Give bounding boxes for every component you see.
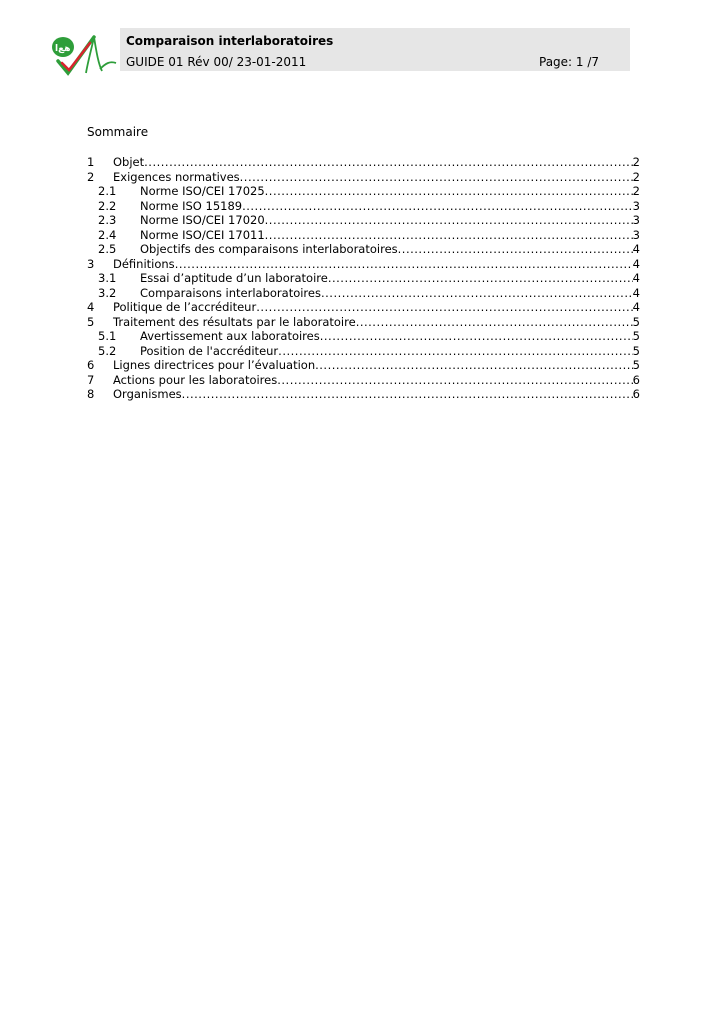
toc-entry[interactable] — [87, 199, 640, 214]
toc-entry-number: 2.5 — [98, 242, 117, 256]
toc-entry[interactable] — [87, 155, 640, 170]
toc-dot-leader — [320, 329, 633, 344]
toc-entry[interactable] — [87, 387, 640, 402]
toc-entry[interactable] — [87, 373, 640, 388]
toc-entry-page: 5 — [632, 358, 640, 372]
toc-entry-page: 4 — [632, 285, 640, 300]
toc-entry-title: Essai d’aptitude d’un laboratoire — [140, 271, 328, 285]
toc-dot-leader — [265, 213, 633, 228]
toc-entry-title: Norme ISO 15189 — [140, 198, 243, 213]
toc-dot-leader — [265, 228, 633, 243]
document-header — [120, 28, 630, 71]
toc-dot-leader — [144, 155, 633, 170]
toc-entry-title: Exigences normatives — [113, 169, 240, 184]
toc-entry-title: Organismes — [113, 387, 182, 401]
toc-entry-page: 2 — [632, 184, 640, 198]
toc-dot-leader — [315, 358, 633, 373]
toc-entry[interactable] — [87, 257, 640, 272]
document-reference: GUIDE 01 Rév 00/ 23-01-2011 — [126, 55, 307, 69]
toc-entry[interactable] — [87, 213, 640, 228]
toc-entry-number: 4 — [87, 300, 95, 314]
toc-entry-page: 5 — [632, 343, 640, 358]
toc-dot-leader — [265, 184, 633, 199]
toc-entry-title: Avertissement aux laboratoires — [140, 329, 320, 343]
table-of-contents-title: Sommaire — [87, 125, 149, 139]
toc-entry[interactable] — [87, 315, 640, 330]
toc-entry-title: Objet — [113, 155, 145, 169]
toc-entry-number: 2.1 — [98, 184, 117, 198]
toc-entry-page: 3 — [632, 213, 640, 227]
toc-dot-leader — [328, 271, 633, 286]
toc-entry[interactable] — [87, 358, 640, 373]
toc-entry-page: 2 — [632, 169, 640, 184]
toc-entry-page: 6 — [632, 387, 640, 401]
toc-entry-page: 4 — [632, 242, 640, 256]
toc-dot-leader — [182, 387, 633, 402]
toc-dot-leader — [278, 344, 633, 359]
toc-entry-title: Actions pour les laboratoires — [113, 372, 278, 387]
toc-entry-page: 4 — [632, 271, 640, 285]
table-of-contents — [87, 155, 640, 402]
toc-entry[interactable] — [87, 300, 640, 315]
toc-entry-page: 3 — [632, 198, 640, 213]
toc-entry-page: 4 — [632, 256, 640, 271]
toc-entry[interactable] — [87, 242, 640, 257]
toc-dot-leader — [256, 300, 632, 315]
toc-entry-number: 5 — [87, 314, 95, 329]
toc-entry-number: 7 — [87, 372, 95, 387]
toc-entry-page: 4 — [632, 300, 640, 314]
toc-entry-title: Comparaisons interlaboratoires — [140, 285, 321, 300]
toc-entry-number: 8 — [87, 387, 95, 401]
toc-entry-title: Lignes directrices pour l’évaluation — [113, 358, 316, 372]
toc-entry[interactable] — [87, 329, 640, 344]
toc-entry-title: Norme ISO/CEI 17011 — [140, 227, 265, 242]
toc-entry-title: Position de l'accréditeur — [140, 343, 279, 358]
toc-entry-number: 2.3 — [98, 213, 117, 227]
toc-entry-number: 5.2 — [98, 343, 117, 358]
toc-entry-number: 3 — [87, 256, 95, 271]
toc-dot-leader — [242, 199, 633, 214]
document-title: Comparaison interlaboratoires — [126, 34, 334, 48]
toc-entry-page: 5 — [632, 314, 640, 329]
toc-entry[interactable] — [87, 184, 640, 199]
toc-dot-leader — [398, 242, 633, 257]
toc-entry-number: 1 — [87, 155, 95, 169]
svg-text:ﻫﻊا: ﻫﻊا — [55, 44, 71, 54]
toc-entry[interactable] — [87, 170, 640, 185]
toc-dot-leader — [356, 315, 633, 330]
page-number: Page: 1 /7 — [539, 55, 600, 69]
accreditation-logo-icon — [50, 33, 120, 77]
toc-entry-number: 3.1 — [98, 271, 117, 285]
toc-entry-page: 6 — [632, 372, 640, 387]
toc-entry-page: 2 — [632, 155, 640, 169]
toc-dot-leader — [277, 373, 632, 388]
toc-entry-number: 2.2 — [98, 198, 117, 213]
toc-entry-page: 5 — [632, 329, 640, 343]
toc-entry-title: Traitement des résultats par le laboratoire — [113, 314, 356, 329]
toc-entry-number: 2.4 — [98, 227, 117, 242]
toc-entry-title: Définitions — [113, 256, 175, 271]
toc-entry-title: Objectifs des comparaisons interlaboratoires — [140, 242, 398, 256]
toc-entry[interactable] — [87, 228, 640, 243]
toc-entry-title: Politique de l’accréditeur — [113, 300, 257, 314]
toc-entry-number: 6 — [87, 358, 95, 372]
toc-entry-number: 2 — [87, 169, 95, 184]
toc-dot-leader — [321, 286, 633, 301]
toc-entry-title: Norme ISO/CEI 17025 — [140, 184, 265, 198]
toc-entry-title: Norme ISO/CEI 17020 — [140, 213, 265, 227]
toc-entry-number: 3.2 — [98, 285, 117, 300]
toc-entry[interactable] — [87, 286, 640, 301]
toc-dot-leader — [175, 257, 633, 272]
toc-entry[interactable] — [87, 344, 640, 359]
toc-entry-page: 3 — [632, 227, 640, 242]
toc-entry-number: 5.1 — [98, 329, 117, 343]
toc-dot-leader — [240, 170, 633, 185]
toc-entry[interactable] — [87, 271, 640, 286]
